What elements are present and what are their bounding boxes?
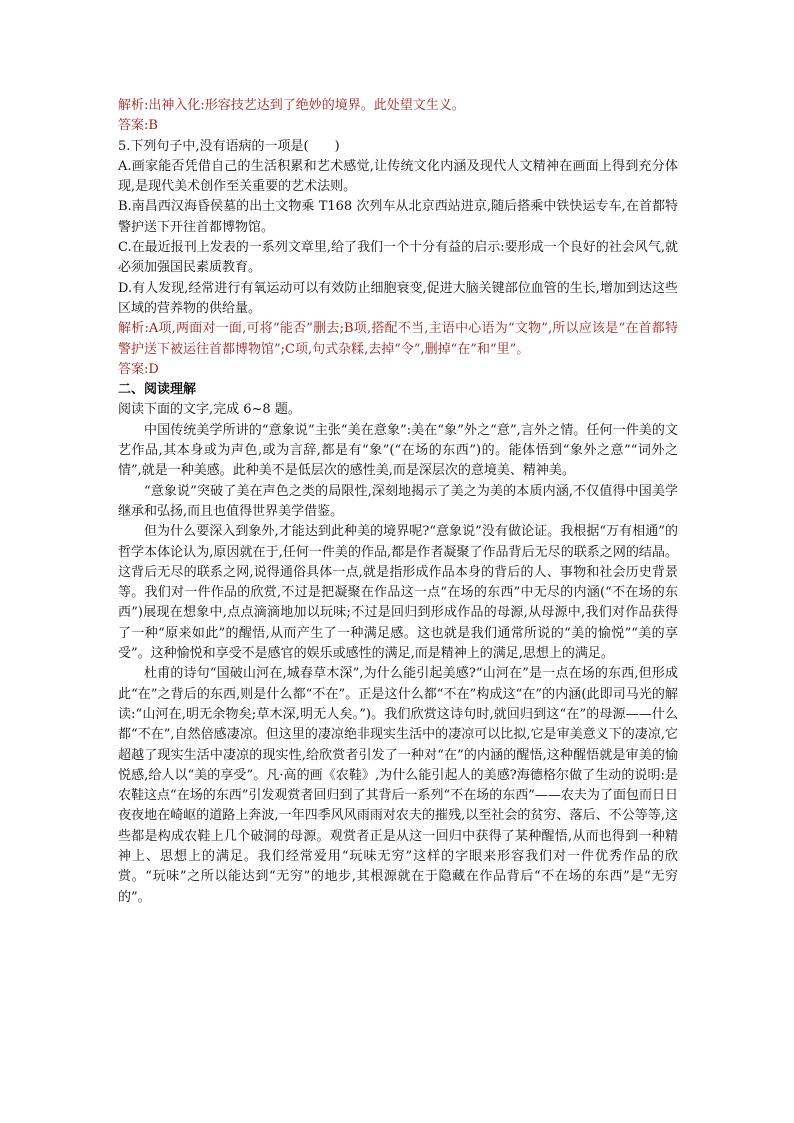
q5-option-d: D.有人发现,经常进行有氧运动可以有效防止细胞衰变,促进大脑关键部位血管的生长,增加到达这些区域的营养物的供给量。 (118, 280, 678, 316)
q5-option-a: A.画家能否凭借自己的生活积累和艺术感觉,让传统文化内涵及现代人文精神在画面上得到充分体现,是现代美术创作至关重要的艺术法则。 (118, 158, 678, 195)
passage-paragraph-4: 杜甫的诗句“国破山河在,城春草木深”,为什么能引起美感?“山河在”是一点在场的东西,但形成此“在”之背后的东西,则是什么都“不在”。正是这什么都“不在”构成这“在”的内涵(此即司马光的解读:“山河在,明无余物矣;草木深,明无人矣。”)。我们欣赏这诗句时,就回归到这“在”的母源——什么都“不在”,自然倍感凄凉。但这里的凄凉绝非现实生活中的凄凉可以比拟,它是审美意义下的凄凉,它超越了现实生活中凄凉的现实性,给欣赏者引发了一种对“在”的内涵的醒悟,这种醒悟就是审美的愉悦感,给人以“美的享受”。凡·高的画《农鞋》,为什么能引起人的美感?海德格尔做了生动的说明:是农鞋这点“在场的东西”引发观赏者回归到了其背后一系列“不在场的东西”——农夫为了面包而日日夜夜地在崎岖的道路上奔波,一年四季风风雨雨对农夫的摧残,以至社会的贫穷、落后、不公等等,这些都是构成农鞋上几个破洞的母源。观赏者正是从这一回归中获得了某种醒悟,从而也得到一种精神上、思想上的满足。我们经常爱用“玩味无穷”这样的字眼来形容我们对一件优秀作品的欣赏。“玩味”之所以能达到“无穷”的地步,其根源就在于隐藏在作品背后“不在场的东西”是“无穷的”。 (118, 666, 678, 905)
reading-instruction: 阅读下面的文字,完成 6~8 题。 (118, 402, 301, 418)
q5-answer: 答案:D (118, 361, 159, 377)
q4-analysis: 解析:出神入化:形容技艺达到了绝妙的境界。此处望文生义。 (118, 98, 465, 113)
passage-paragraph-2: “意象说”突破了美在声色之类的局限性,深刻地揭示了美之为美的本质内涵,不仅值得中国美学继承和弘扬,而且也值得世界美学借鉴。 (118, 483, 678, 519)
q5-stem: 5.下列句子中,没有语病的一项是( ) (118, 138, 340, 154)
section-heading: 二、阅读理解 (118, 382, 197, 398)
passage-paragraph-3: 但为什么要深入到象外,才能达到此种美的境界呢?“意象说”没有做论证。我根据“万有相通”的哲学本体论认为,原因就在于,任何一件美的作品,都是作者凝聚了作品背后无尽的联系之网的结晶。这背后无尽的联系之网,说得通俗具体一点,就是指形成作品本身的背后的人、事物和社会历史背景等。我们对一件作品的欣赏,不过是把凝聚在作品这一点“在场的东西”中无尽的内涵(“不在场的东西”)展现在想象中,点点滴滴地加以玩味;不过是回归到形成作品的母源,从母源中,我们对作品获得了一种“原来如此”的醒悟,从而产生了一种满足感。这也就是我们通常所说的“美的愉悦”“美的享受”。这种愉悦和享受不是感官的娱乐或感性的满足,而是精神上的满足,思想上的满足。 (118, 524, 678, 662)
q5-analysis: 解析:A项,两面对一面,可将“能否”删去;B项,搭配不当,主语中心语为“文物”,所以应该是“在首都特警护送下被运往首都博物馆”;C项,句式杂糅,去掉“令”,删掉“在”和“里”。 (118, 321, 678, 357)
document-page (118, 96, 678, 908)
passage-paragraph-1: 中国传统美学所讲的“意象说”主张“美在意象”:美在“象”外之“意”,言外之情。任何一件美的文艺作品,其本身或为声色,或为言辞,都是有“象”(“在场的东西”)的。能体悟到“象外之意”“词外之情”,就是一种美感。此种美不是低层次的感性美,而是深层次的意境美、精神美。 (118, 422, 678, 479)
q5-option-b: B.南昌西汉海昏侯墓的出土文物乘 T168 次列车从北京西站进京,随后搭乘中铁快运专车,在首都特警护送下开往首都博物馆。 (118, 199, 678, 235)
q5-option-c: C.在最近报刊上发表的一系列文章里,给了我们一个十分有益的启示:要形成一个良好的社会风气,就必须加强国民素质教育。 (118, 240, 678, 276)
q4-answer: 答案:B (118, 118, 158, 134)
